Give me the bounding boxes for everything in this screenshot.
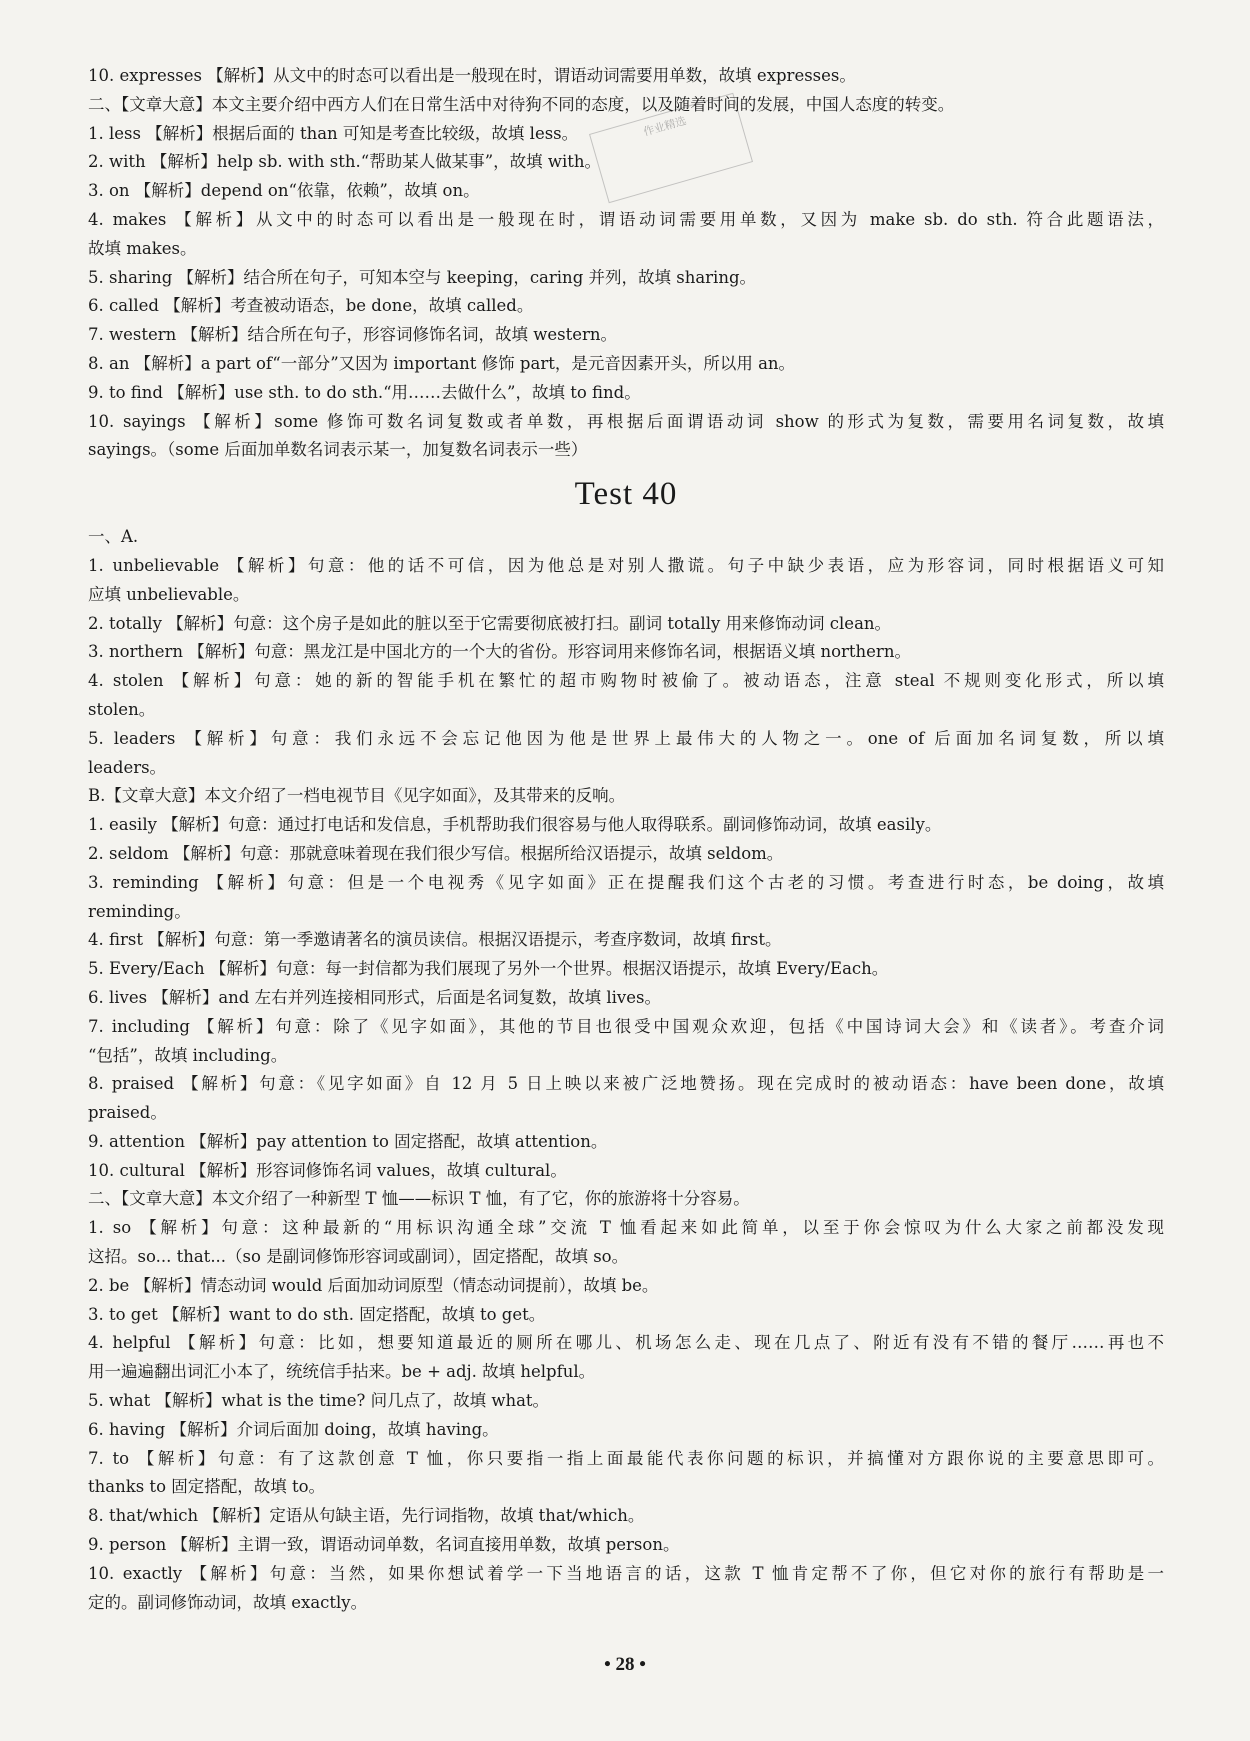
answer-line: 3. reminding 【解析】句意：但是一个电视秀《见字如面》正在提醒我们这个古老的习惯。考查进行时态，be doing，故填 — [88, 872, 1164, 892]
answer-line: 1. less 【解析】根据后面的 than 可知是考查比较级，故填 less。 — [88, 123, 579, 143]
passage-summary: B.【文章大意】本文介绍了一档电视节目《见字如面》，及其带来的反响。 — [88, 786, 626, 806]
answer-line: 7. to 【解析】句意：有了这款创意 T 恤，你只要指一指上面最能代表你问题的标识，并搞懂对方跟你说的主要意思即可。 — [88, 1448, 1164, 1468]
answer-line: 3. to get 【解析】want to do sth. 固定搭配，故填 to get。 — [88, 1304, 546, 1324]
answer-line: praised。 — [88, 1103, 167, 1123]
section-test40 — [88, 523, 1164, 1617]
answer-line: 4. helpful 【解析】句意：比如，想要知道最近的厕所在哪儿、机场怎么走、现在几点了、附近有没有不错的餐厅……再也不 — [88, 1333, 1164, 1353]
answer-page — [88, 62, 1164, 1617]
answer-line: 2. be 【解析】情态动词 would 后面加动词原型（情态动词提前），故填 be。 — [88, 1275, 659, 1295]
answer-line: 8. praised 【解析】句意：《见字如面》自 12 月 5 日上映以来被广泛地赞扬。现在完成时的被动语态：have been done，故填 — [88, 1074, 1164, 1094]
answer-line: thanks to 固定搭配，故填 to。 — [88, 1477, 326, 1497]
passage-summary: 二、【文章大意】本文主要介绍中西方人们在日常生活中对待狗不同的态度，以及随着时间的发展，中国人态度的转变。 — [88, 94, 955, 114]
answer-line: sayings。（some 后面加单数名词表示某一，加复数名词表示一些） — [88, 440, 588, 460]
answer-line: 8. an 【解析】a part of“一部分”又因为 important 修饰 part，是元音因素开头，所以用 an。 — [88, 353, 796, 373]
passage-summary: 二、【文章大意】本文介绍了一种新型 T 恤——标识 T 恤，有了它，你的旅游将十分容易。 — [88, 1189, 750, 1209]
answer-line: 1. unbelievable 【解析】句意：他的话不可信，因为他总是对别人撒谎。句子中缺少表语，应为形容词，同时根据语义可知 — [88, 555, 1164, 575]
answer-line: 4. makes 【解析】从文中的时态可以看出是一般现在时，谓语动词需要用单数，又因为 make sb. do sth. 符合此题语法， — [88, 209, 1164, 229]
answer-line: 故填 makes。 — [88, 238, 197, 258]
answer-line: 10. sayings 【解析】some 修饰可数名词复数或者单数，再根据后面谓语动词 show 的形式为复数，需要用名词复数，故填 — [88, 411, 1164, 431]
answer-line: stolen。 — [88, 699, 156, 719]
answer-line: “包括”，故填 including。 — [88, 1045, 288, 1065]
answer-line: 6. having 【解析】介词后面加 doing，故填 having。 — [88, 1419, 499, 1439]
test-title: Test 40 — [574, 476, 678, 513]
page-number: • 28 • — [604, 1654, 646, 1675]
answer-line: 8. that/which 【解析】定语从句缺主语，先行词指物，故填 that/which。 — [88, 1506, 645, 1526]
watermark-stamp: 作业精选 — [589, 93, 753, 204]
answer-line: 9. attention 【解析】pay attention to 固定搭配，故填 attention。 — [88, 1131, 608, 1151]
answer-line: 10. expresses 【解析】从文中的时态可以看出是一般现在时，谓语动词需要用单数，故填 expresses。 — [88, 66, 856, 85]
answer-line: 应填 unbelievable。 — [88, 584, 250, 604]
answer-line: 5. what 【解析】what is the time? 问几点了，故填 what。 — [88, 1391, 550, 1411]
answer-line: 9. person 【解析】主谓一致，谓语动词单数，名词直接用单数，故填 person。 — [88, 1535, 680, 1555]
answer-line: 6. lives 【解析】and 左右并列连接相同形式，后面是名词复数，故填 lives。 — [88, 987, 661, 1007]
answer-line: 6. called 【解析】考查被动语态，be done，故填 called。 — [88, 296, 534, 316]
answer-line: 3. on 【解析】depend on“依靠，依赖”，故填 on。 — [88, 181, 480, 201]
section-top — [88, 62, 1164, 465]
answer-line: 1. easily 【解析】句意：通过打电话和发信息，手机帮助我们很容易与他人取得联系。副词修饰动词，故填 easily。 — [88, 815, 942, 835]
answer-line: 7. western 【解析】结合所在句子，形容词修饰名词，故填 western。 — [88, 325, 618, 345]
answer-line: 10. cultural 【解析】形容词修饰名词 values，故填 cultural。 — [88, 1160, 567, 1180]
answer-line: 这招。so... that...（so 是副词修饰形容词或副词），固定搭配，故填 so。 — [88, 1247, 629, 1267]
answer-line: 4. first 【解析】句意：第一季邀请著名的演员读信。根据汉语提示，考查序数词，故填 first。 — [88, 930, 782, 950]
answer-line: 5. sharing 【解析】结合所在句子，可知本空与 keeping，caring 并列，故填 sharing。 — [88, 267, 757, 287]
answer-line: 用一遍遍翻出词汇小本了，统统信手拈来。be + adj. 故填 helpful。 — [88, 1362, 596, 1382]
answer-line: 3. northern 【解析】句意：黑龙江是中国北方的一个大的省份。形容词用来修饰名词，根据语义填 northern。 — [88, 642, 911, 662]
section-heading: 一、A. — [88, 527, 139, 547]
answer-line: 2. with 【解析】help sb. with sth.“帮助某人做某事”，故填 with。 — [88, 152, 602, 172]
answer-line: leaders。 — [88, 757, 167, 777]
answer-line: 5. Every/Each 【解析】句意：每一封信都为我们展现了另外一个世界。根据汉语提示，故填 Every/Each。 — [88, 959, 889, 979]
answer-line: 5. leaders 【解析】句意：我们永远不会忘记他因为他是世界上最伟大的人物之一。one of 后面加名词复数，所以填 — [88, 728, 1164, 748]
answer-line: 10. exactly 【解析】句意：当然，如果你想试着学一下当地语言的话，这款 T 恤肯定帮不了你，但它对你的旅行有帮助是一 — [88, 1563, 1164, 1583]
answer-line: 7. including 【解析】句意：除了《见字如面》，其他的节目也很受中国观众欢迎，包括《中国诗词大会》和《读者》。考查介词 — [88, 1016, 1164, 1036]
answer-line: 2. seldom 【解析】句意：那就意味着现在我们很少写信。根据所给汉语提示，故填 seldom。 — [88, 843, 784, 863]
answer-line: 2. totally 【解析】句意：这个房子是如此的脏以至于它需要彻底被打扫。副词 totally 用来修饰动词 clean。 — [88, 613, 892, 633]
answer-line: reminding。 — [88, 901, 191, 921]
answer-line: 4. stolen 【解析】句意：她的新的智能手机在繁忙的超市购物时被偷了。被动语态，注意 steal 不规则变化形式，所以填 — [88, 671, 1164, 691]
answer-line: 9. to find 【解析】use sth. to do sth.“用……去做什么”，故填 to find。 — [88, 382, 641, 402]
answer-line: 定的。副词修饰动词，故填 exactly。 — [88, 1592, 368, 1612]
answer-line: 1. so 【解析】句意：这种最新的“用标识沟通全球”交流 T 恤看起来如此简单，以至于你会惊叹为什么大家之前都没发现 — [88, 1218, 1164, 1238]
